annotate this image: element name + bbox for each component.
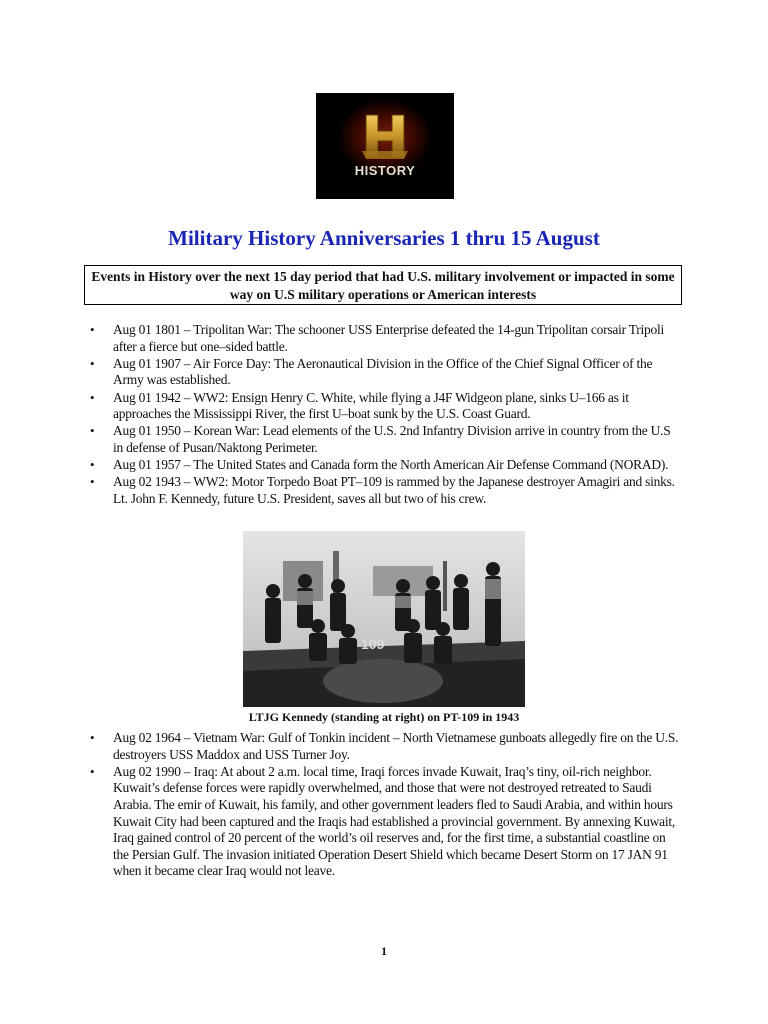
intro-box: Events in History over the next 15 day period that had U.S. military involvement or impacted in some way on U.S military operations or American interests: [84, 265, 682, 305]
pt109-crew-photo: [243, 531, 525, 707]
list-item: • Aug 02 1990 – Iraq: At about 2 a.m. local time, Iraqi forces invade Kuwait, Iraq’s tiny, oil-rich neighbor. Kuwait’s defense forces were rapidly overwhelmed, and those that were not destroyed retreated to Saudi Arabia. The emir of Kuwait, his family, and other government leaders fled to Saudi Arabia, and within hours Kuwait City had been captured and the Iraqis had established a provincial government. By annexing Kuwait, Iraq gained control of 20 percent of the world’s oil reserves and, for the first time, a substantial coastline on the Persian Gulf. The invasion initiated Operation Desert Shield which became Desert Storm on 17 JAN 91 when it became clear Iraq would not leave.: [113, 764, 683, 880]
history-channel-logo: [316, 93, 454, 199]
list-item: • Aug 01 1942 – WW2: Ensign Henry C. White, while flying a J4F Widgeon plane, sinks U–166 as it approaches the Mississippi River, the first U–boat sunk by the U.S. Coast Guard.: [113, 390, 683, 423]
event-list-1: [113, 322, 683, 508]
list-item: • Aug 01 1801 – Tripolitan War: The schooner USS Enterprise defeated the 14-gun Tripolitan corsair Tripoli after a fierce but one–sided battle.: [113, 322, 683, 355]
page-title: Military History Anniversaries 1 thru 15 August: [168, 226, 600, 250]
list-item: • Aug 01 1907 – Air Force Day: The Aeronautical Division in the Office of the Chief Signal Officer of the Army was established.: [113, 356, 683, 389]
page-number: 1: [381, 944, 387, 958]
hull-number-label: 109: [361, 636, 385, 652]
logo-wordmark: HISTORY: [354, 163, 416, 178]
crew-photo-image: [243, 531, 525, 707]
list-item: • Aug 02 1964 – Vietnam War: Gulf of Tonkin incident – North Vietnamese gunboats allegedly fire on the U.S. destroyers USS Maddox and USS Turner Joy.: [113, 730, 683, 763]
list-item: • Aug 02 1943 – WW2: Motor Torpedo Boat PT–109 is rammed by the Japanese destroyer Amagiri and sinks. Lt. John F. Kennedy, future U.S. President, saves all but two of his crew.: [113, 474, 683, 507]
event-list-2: [113, 730, 683, 881]
list-item: • Aug 01 1950 – Korean War: Lead elements of the U.S. 2nd Infantry Division arrive in country from the U.S in defense of Pusan/Naktong Perimeter.: [113, 423, 683, 456]
photo-caption: LTJG Kennedy (standing at right) on PT-109 in 1943: [248, 710, 520, 724]
history-h-icon: [316, 93, 454, 199]
list-item: • Aug 01 1957 – The United States and Canada form the North American Air Defense Command (NORAD).: [113, 457, 683, 474]
